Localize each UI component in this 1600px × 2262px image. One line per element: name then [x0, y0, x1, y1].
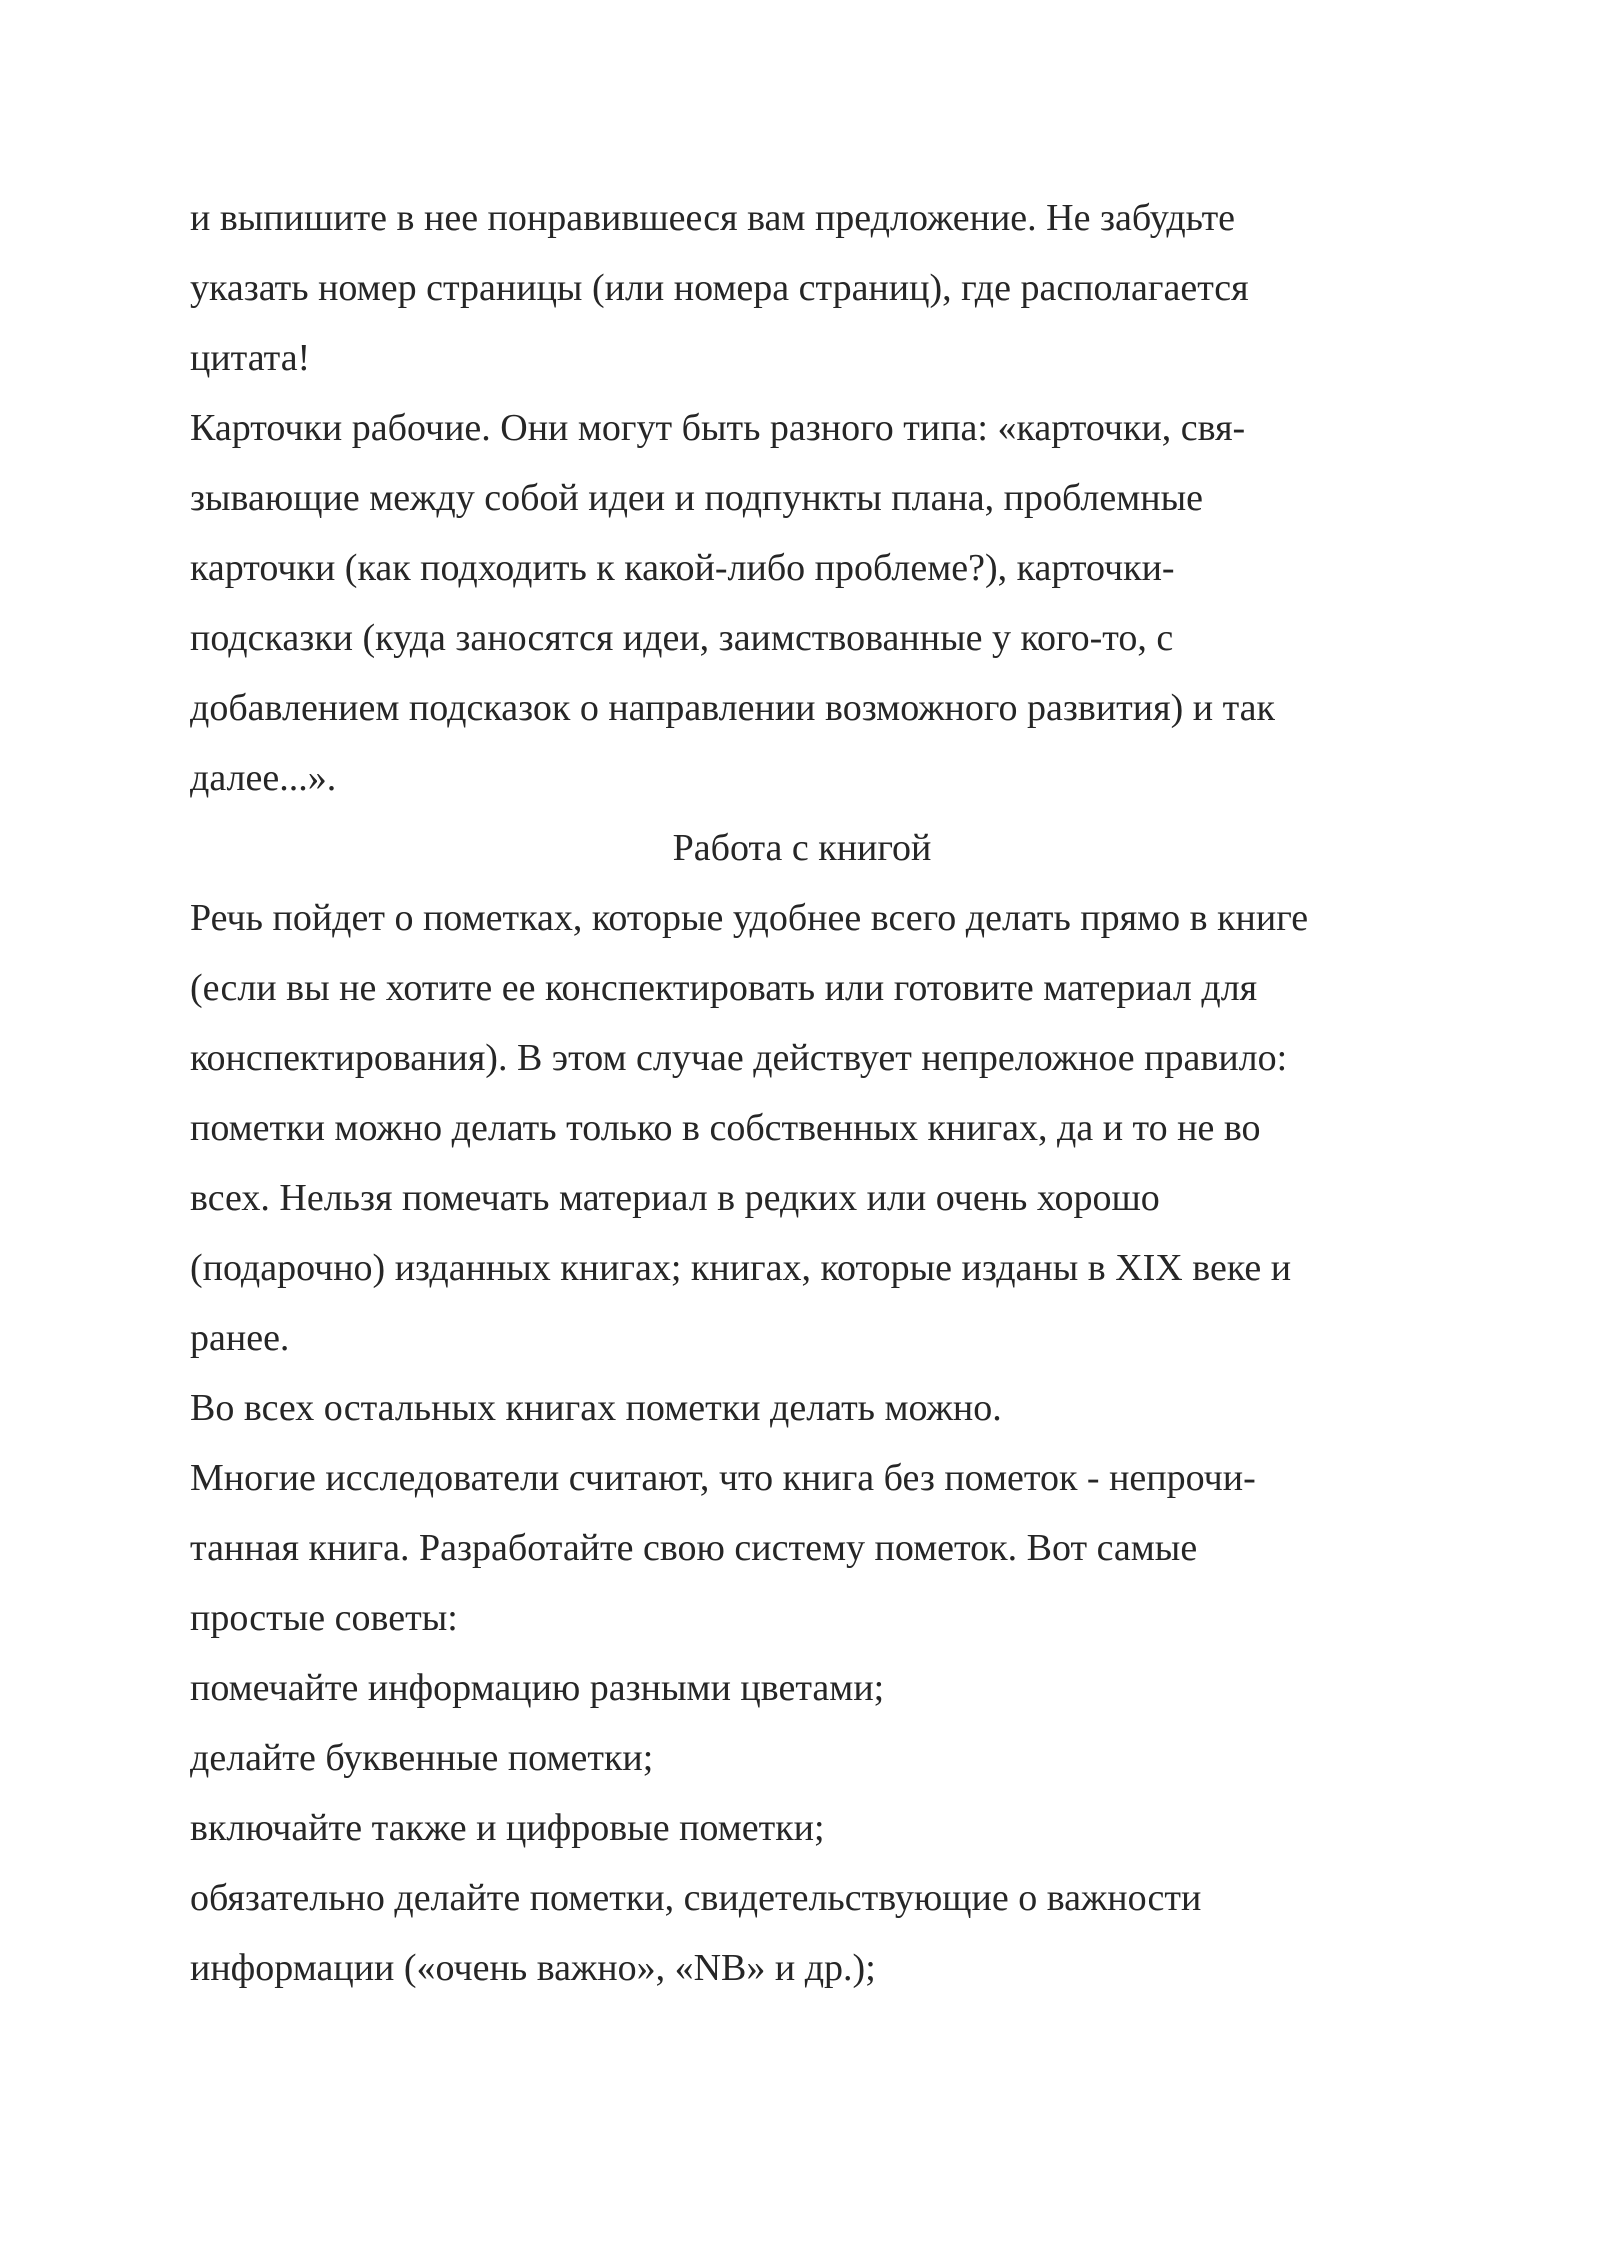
text-line: далее...».: [190, 757, 337, 799]
text-line: (если вы не хотите ее конспектировать или готовите материал для: [190, 967, 1258, 1009]
list-item: информации («очень важно», «NB» и др.);: [190, 1947, 876, 1989]
text-line: подсказки (куда заносятся идеи, заимствованные у кого-то, с: [190, 617, 1174, 659]
text-line: конспектирования). В этом случае действует непреложное правило:: [190, 1037, 1288, 1079]
section-heading: Работа с книгой: [672, 827, 932, 869]
list-item: обязательно делайте пометки, свидетельствующие о важности: [190, 1877, 1202, 1919]
text-line: простые советы:: [190, 1597, 458, 1639]
text-line: указать номер страницы (или номера страниц), где располагается: [190, 267, 1249, 309]
text-line: добавлением подсказок о направлении возможного развития) и так: [190, 687, 1275, 729]
text-line: всех. Нельзя помечать материал в редких или очень хорошо: [190, 1177, 1160, 1219]
text-line: Речь пойдет о пометках, которые удобнее всего делать прямо в книге: [190, 897, 1309, 939]
text-line: карточки (как подходить к какой-либо проблеме?), карточки-: [190, 547, 1175, 589]
text-line: цитата!: [190, 337, 311, 379]
text-line: ранее.: [190, 1317, 290, 1359]
list-item: помечайте информацию разными цветами;: [190, 1667, 885, 1709]
text-line: пометки можно делать только в собственных книгах, да и то не во: [190, 1107, 1261, 1149]
text-line: и выпишите в нее понравившееся вам предложение. Не забудьте: [190, 197, 1236, 239]
list-item: включайте также и цифровые пометки;: [190, 1807, 825, 1849]
text-line: Во всех остальных книгах пометки делать можно.: [190, 1387, 1002, 1429]
text-line: (подарочно) изданных книгах; книгах, которые изданы в XIX веке и: [190, 1247, 1292, 1289]
text-line: Многие исследователи считают, что книга без пометок - непрочи-: [190, 1457, 1256, 1499]
list-item: делайте буквенные пометки;: [190, 1737, 654, 1779]
text-line: зывающие между собой идеи и подпункты плана, проблемные: [190, 477, 1203, 519]
text-line: Карточки рабочие. Они могут быть разного типа: «карточки, свя-: [190, 407, 1246, 449]
body-text: [190, 183, 1430, 2003]
text-line: танная книга. Разработайте свою систему пометок. Вот самые: [190, 1527, 1198, 1569]
